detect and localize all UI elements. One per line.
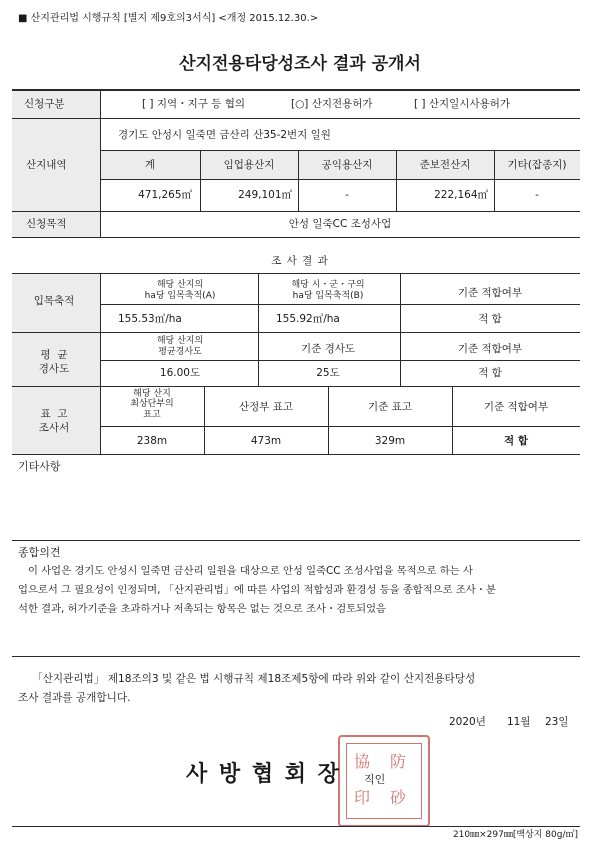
application-type-label: 신청구분	[24, 98, 65, 110]
slope-compliance-value: 적 합	[478, 367, 502, 379]
purpose-value: 안성 일죽CC 조성사업	[288, 218, 392, 230]
form-reference: ■ 산지관리법 시행규칙 [별지 제9호의3서식] <개정 2015.12.30.>	[18, 13, 319, 24]
signatory-name: 사 방 협 회 장	[186, 762, 341, 787]
seal-label: 직인	[364, 773, 386, 786]
value-semi-conservation-land: 222,164㎡	[434, 189, 488, 201]
col-divider	[494, 150, 495, 211]
col-divider	[200, 150, 201, 211]
other-remarks-label: 기타사항	[18, 460, 61, 473]
slope-header-compliance: 기준 적합여부	[457, 343, 523, 355]
slope-standard-value: 25도	[316, 367, 340, 379]
row-divider	[100, 360, 580, 361]
elevation-header-site-top: 해당 산지 최상단부의 표고	[130, 389, 174, 420]
opinion-line-2: 업으로서 그 필요성이 인정되며, 「산지관리법」에 따른 사업의 적합성과 환경성 등을 종합적으로 조사・분	[18, 584, 496, 596]
col-divider	[258, 273, 259, 332]
document-title: 산지전용타당성조사 결과 공개서	[179, 54, 421, 74]
value-total: 471,265㎡	[138, 189, 192, 201]
elevation-header-compliance: 기준 적합여부	[483, 401, 549, 413]
row-divider	[12, 540, 580, 541]
date-day: 23일	[545, 716, 569, 728]
notice-line-1: 「산지관리법」 제18조의3 및 같은 법 시행규칙 제18조제5항에 따라 위와 같이 산지전용타당성	[32, 673, 476, 685]
header-public-land: 공익용산지	[321, 159, 373, 171]
forest-details-label: 산지내역	[26, 159, 67, 171]
elevation-survey-label: 표 고 조사서	[38, 408, 70, 435]
seal-glyph: 砂	[390, 788, 407, 807]
paper-spec: 210㎜×297㎜[백상지 80g/㎡]	[452, 830, 578, 840]
value-other-land: -	[535, 189, 539, 201]
slope-header-site-average: 해당 산지의 평균경사도	[156, 336, 204, 357]
elevation-compliance-value: 적 합	[504, 435, 528, 447]
col-divider	[204, 386, 205, 454]
row-divider	[12, 237, 580, 238]
timber-header-site-volume: 해당 산지의 ha당 입목축적(A)	[144, 280, 216, 301]
col-divider	[400, 332, 401, 386]
value-forestry-land: 249,101㎡	[238, 189, 292, 201]
elevation-site-top-value: 238m	[136, 435, 168, 447]
row-divider	[12, 454, 580, 455]
slope-site-average-value: 16.00도	[159, 367, 201, 379]
seal-glyph: 印	[354, 788, 371, 807]
elevation-standard-value: 329m	[374, 435, 406, 447]
location-address: 경기도 안성시 일죽면 금산리 산35-2번지 일원	[118, 129, 331, 141]
timber-header-compliance: 기준 적합여부	[457, 287, 523, 299]
timber-header-region-volume: 해당 시・군・구의 ha당 입목축적(B)	[291, 280, 365, 301]
elevation-header-standard: 기준 표고	[368, 401, 412, 413]
value-public-land: -	[345, 189, 349, 201]
date-month: 11월	[507, 716, 531, 728]
row-divider	[100, 179, 580, 180]
col-divider	[298, 150, 299, 211]
header-total: 계	[144, 159, 156, 171]
application-option-consultation: [ ] 지역・지구 등 협의	[142, 98, 246, 110]
application-option-conversion-permit: [○] 산지전용허가	[291, 98, 373, 110]
elevation-header-summit: 산정부 표고	[238, 401, 294, 413]
slope-header-standard: 기준 경사도	[300, 343, 356, 355]
notice-line-2: 조사 결과를 공개합니다.	[18, 692, 131, 704]
timber-compliance-value: 적 합	[478, 313, 502, 325]
col-divider	[328, 386, 329, 454]
header-other-land: 기타(잡종지)	[507, 159, 567, 171]
row-divider	[100, 304, 580, 305]
opinion-line-3: 석한 결과, 허가기준을 초과하거나 저촉되는 항목은 없는 것으로 조사・검토되었음	[18, 603, 386, 615]
timber-volume-label: 입목축적	[33, 295, 75, 307]
elevation-summit-value: 473m	[250, 435, 282, 447]
date-year: 2020년	[449, 716, 486, 728]
opinion-line-1: 이 사업은 경기도 안성시 일죽면 금산리 일원을 대상으로 안성 일죽CC 조성사업을 목적으로 하는 사	[28, 565, 473, 577]
overall-opinion-label: 종합의견	[18, 546, 61, 559]
col-divider	[396, 150, 397, 211]
purpose-label: 신청목적	[26, 218, 67, 230]
application-option-temporary-use: [ ] 산지일시사용허가	[414, 98, 511, 110]
seal-glyph: 防	[390, 752, 407, 771]
timber-region-volume-value: 155.92㎥/ha	[276, 313, 340, 325]
row-divider	[100, 426, 580, 427]
header-semi-conservation-land: 준보전산지	[419, 159, 471, 171]
row-divider	[12, 656, 580, 657]
col-divider	[452, 386, 453, 454]
survey-results-title: 조 사 결 과	[271, 255, 329, 267]
bottom-border	[12, 826, 580, 827]
timber-site-volume-value: 155.53㎥/ha	[118, 313, 182, 325]
header-forestry-land: 임업용산지	[223, 159, 275, 171]
col-divider	[258, 332, 259, 386]
col-divider	[400, 273, 401, 332]
average-slope-label: 평 균 경사도	[38, 349, 70, 376]
seal-glyph: 協	[354, 752, 371, 771]
